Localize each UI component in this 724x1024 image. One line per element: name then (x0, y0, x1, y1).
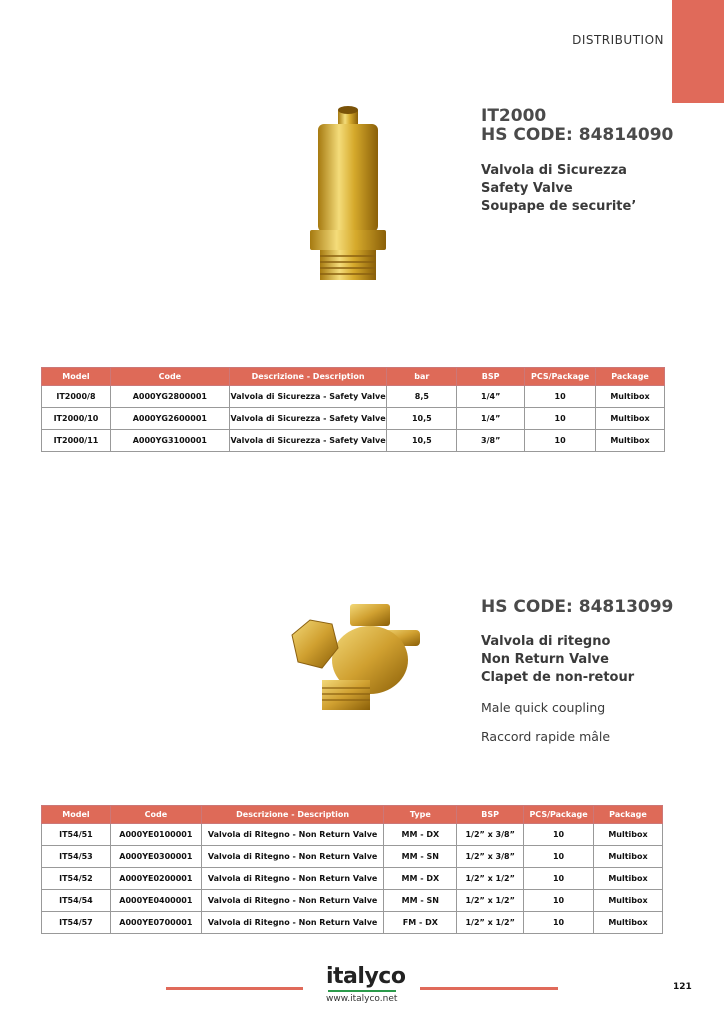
cell-package: Multibox (594, 890, 663, 912)
col-pcs-package: PCS/Package (525, 368, 596, 386)
cell-bsp: 1/2” x 3/8” (457, 846, 524, 868)
table-header-row (42, 368, 665, 386)
footer-rule-right (420, 987, 558, 990)
cell-bsp: 1/4” (457, 408, 525, 430)
cell-code: A000YE0700001 (110, 912, 201, 934)
cell-code: A000YG3100001 (110, 430, 229, 452)
cell-bar: 10,5 (387, 408, 457, 430)
cell-code: A000YE0100001 (110, 824, 201, 846)
safety-valve-image (258, 100, 418, 285)
product2-table (41, 805, 663, 934)
page-number: 121 (673, 982, 692, 992)
cell-type: MM - SN (384, 846, 457, 868)
cell-model: IT54/52 (42, 868, 111, 890)
product1-model: IT2000 (481, 106, 547, 126)
cell-bsp: 1/2” x 1/2” (457, 912, 524, 934)
product2-name-en: Non Return Valve (481, 652, 609, 667)
product2-note-fr: Raccord rapide mâle (481, 729, 611, 744)
col-type: Type (384, 806, 457, 824)
cell-package: Multibox (594, 824, 663, 846)
cell-pcs: 10 (525, 386, 596, 408)
table-row (42, 408, 665, 430)
product2-name-it: Valvola di ritegno (481, 634, 611, 649)
product2-hs-code: HS CODE: 84813099 (481, 597, 674, 617)
table-row (42, 430, 665, 452)
product1-name-en: Safety Valve (481, 181, 573, 196)
cell-bsp: 1/2” x 1/2” (457, 890, 524, 912)
cell-description: Valvola di Ritegno - Non Return Valve (201, 868, 384, 890)
table-row (42, 824, 663, 846)
cell-bar: 10,5 (387, 430, 457, 452)
cell-model: IT2000/11 (42, 430, 111, 452)
cell-model: IT2000/10 (42, 408, 111, 430)
cell-code: A000YE0400001 (110, 890, 201, 912)
col-bsp: BSP (457, 806, 524, 824)
cell-type: FM - DX (384, 912, 457, 934)
cell-bsp: 1/2” x 3/8” (457, 824, 524, 846)
table-row (42, 386, 665, 408)
cell-bsp: 3/8” (457, 430, 525, 452)
col-code: Code (110, 806, 201, 824)
cell-model: IT2000/8 (42, 386, 111, 408)
table-row (42, 868, 663, 890)
cell-pcs: 10 (524, 846, 594, 868)
cell-code: A000YG2600001 (110, 408, 229, 430)
cell-pcs: 10 (524, 868, 594, 890)
cell-package: Multibox (596, 386, 665, 408)
table-row (42, 846, 663, 868)
col-package: Package (596, 368, 665, 386)
cell-code: A000YG2800001 (110, 386, 229, 408)
table-row (42, 912, 663, 934)
table-row (42, 890, 663, 912)
website-link[interactable]: www.italyco.net (326, 994, 398, 1004)
col-model: Model (42, 368, 111, 386)
cell-description: Valvola di Sicurezza - Safety Valve (229, 386, 387, 408)
cell-type: MM - DX (384, 868, 457, 890)
cell-package: Multibox (594, 912, 663, 934)
cell-code: A000YE0300001 (110, 846, 201, 868)
cell-model: IT54/53 (42, 846, 111, 868)
logo-underline (328, 990, 396, 992)
cell-pcs: 10 (524, 890, 594, 912)
col-description: Descrizione - Description (229, 368, 387, 386)
cell-pcs: 10 (525, 408, 596, 430)
cell-type: MM - SN (384, 890, 457, 912)
cell-description: Valvola di Ritegno - Non Return Valve (201, 912, 384, 934)
cell-description: Valvola di Ritegno - Non Return Valve (201, 890, 384, 912)
product2-note-en: Male quick coupling (481, 700, 606, 715)
col-description: Descrizione - Description (201, 806, 384, 824)
product1-name-it: Valvola di Sicurezza (481, 163, 627, 178)
cell-description: Valvola di Ritegno - Non Return Valve (201, 824, 384, 846)
cell-pcs: 10 (524, 912, 594, 934)
section-label: DISTRIBUTION (572, 33, 664, 47)
cell-bsp: 1/2” x 1/2” (457, 868, 524, 890)
table-header-row (42, 806, 663, 824)
cell-model: IT54/54 (42, 890, 111, 912)
cell-type: MM - DX (384, 824, 457, 846)
cell-package: Multibox (596, 408, 665, 430)
col-pcs-package: PCS/Package (524, 806, 594, 824)
cell-code: A000YE0200001 (110, 868, 201, 890)
cell-description: Valvola di Sicurezza - Safety Valve (229, 408, 387, 430)
cell-description: Valvola di Ritegno - Non Return Valve (201, 846, 384, 868)
col-bsp: BSP (457, 368, 525, 386)
product1-hs-code: HS CODE: 84814090 (481, 125, 674, 145)
cell-pcs: 10 (525, 430, 596, 452)
col-model: Model (42, 806, 111, 824)
cell-pcs: 10 (524, 824, 594, 846)
col-code: Code (110, 368, 229, 386)
product2-name-fr: Clapet de non-retour (481, 670, 635, 685)
product1-name-fr: Soupape de securite’ (481, 199, 637, 214)
col-package: Package (594, 806, 663, 824)
cell-model: IT54/57 (42, 912, 111, 934)
cell-model: IT54/51 (42, 824, 111, 846)
cell-bar: 8,5 (387, 386, 457, 408)
cell-package: Multibox (594, 868, 663, 890)
section-tab (672, 0, 724, 103)
cell-description: Valvola di Sicurezza - Safety Valve (229, 430, 387, 452)
cell-package: Multibox (594, 846, 663, 868)
product1-table (41, 367, 665, 452)
cell-bsp: 1/4” (457, 386, 525, 408)
italyco-logo: italyco (326, 964, 406, 989)
cell-package: Multibox (596, 430, 665, 452)
non-return-valve-image (280, 590, 435, 720)
col-bar: bar (387, 368, 457, 386)
footer-rule-left (166, 987, 303, 990)
